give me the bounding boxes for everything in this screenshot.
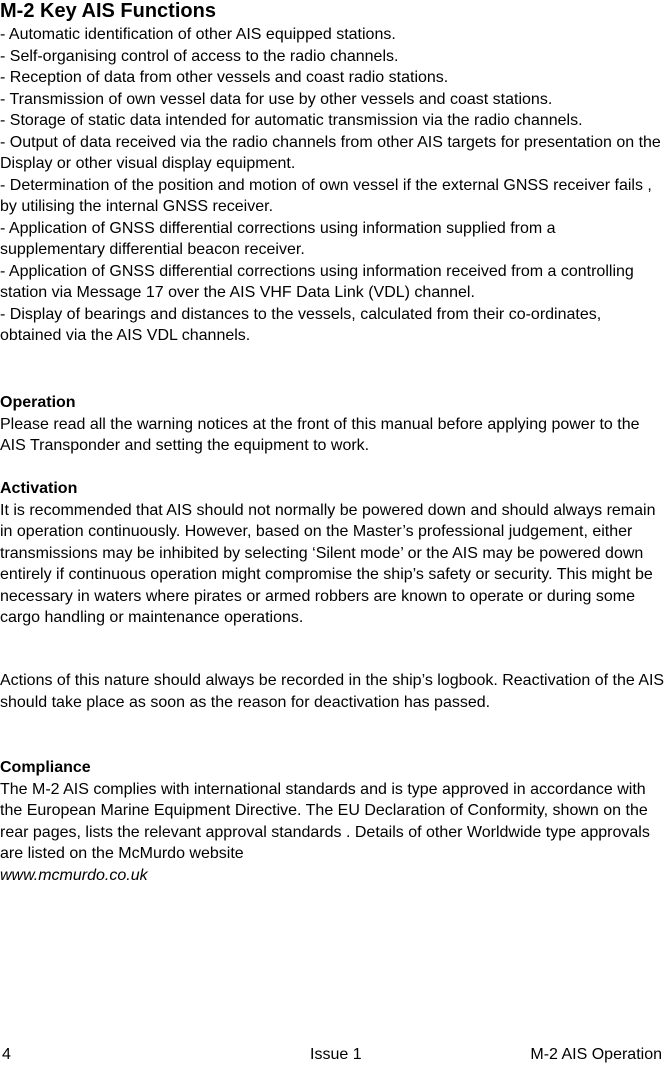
page-number: 4 [2, 1046, 11, 1063]
operation-section [0, 392, 665, 457]
key-functions-list [0, 24, 662, 347]
actions-text: Actions of this nature should always be recorded in the ship’s logbook. Reactivation of the AIS should take place as soon as the reason for deactivation has passed. [0, 672, 665, 711]
activation-section [0, 478, 665, 629]
actions-section [0, 670, 665, 713]
compliance-text: The M-2 AIS complies with international standards and is type approved in accordance with the European Marine Equipment Directive. The EU Declaration of Conformity, shown on the rear pages, lists the relevant approval standards . Details of other Worldwide type approvals are listed on the McMurdo website [0, 780, 650, 862]
operation-heading: Operation [0, 394, 76, 411]
page-footer [0, 1045, 665, 1065]
website-link[interactable]: www.mcmurdo.co.uk [0, 866, 148, 884]
function-item: - Transmission of own vessel data for use by other vessels and coast stations. [0, 90, 553, 108]
function-item: - Reception of data from other vessels and coast radio stations. [0, 69, 449, 86]
function-item: - Application of GNSS differential corrections using information received from a controlling station via Message 17 over the AIS VHF Data Link (VDL) channel. [0, 262, 634, 301]
issue-label: Issue 1 [310, 1046, 362, 1063]
function-item: - Storage of static data intended for automatic transmission via the radio channels. [0, 112, 583, 129]
page-title: M-2 Key AIS Functions [0, 0, 216, 22]
document-title: M-2 AIS Operation [530, 1046, 662, 1063]
activation-heading: Activation [0, 480, 78, 497]
function-item: - Display of bearings and distances to the vessels, calculated from their co-ordinates, obtained via the AIS VDL channels. [0, 305, 602, 344]
function-item: - Self-organising control of access to the radio channels. [0, 47, 399, 65]
operation-text: Please read all the warning notices at the front of this manual before applying power to the AIS Transponder and setting the equipment to work. [0, 415, 640, 454]
function-item: - Output of data received via the radio channels from other AIS targets for presentation on the Display or other visual display equipment. [0, 133, 661, 172]
compliance-heading: Compliance [0, 759, 91, 776]
function-item: - Application of GNSS differential corrections using information supplied from a supplementary differential beacon receiver. [0, 219, 556, 258]
activation-text: It is recommended that AIS should not normally be powered down and should always remain in operation continuously. However, based on the Master’s professional judgement, either transmissions may be inhibited by selecting ‘Silent mode’ or the AIS may be powered down entirely if continuous operation might compromise the ship’s safety or security. This might be necessary in waters where pirates or armed robbers are known to operate or during some cargo handling or maintenance operations. [0, 501, 656, 626]
function-item: - Determination of the position and motion of own vessel if the external GNSS receiver fails , by utilising the internal GNSS receiver. [0, 176, 652, 215]
compliance-section [0, 757, 665, 886]
function-item: - Automatic identification of other AIS equipped stations. [0, 26, 396, 43]
